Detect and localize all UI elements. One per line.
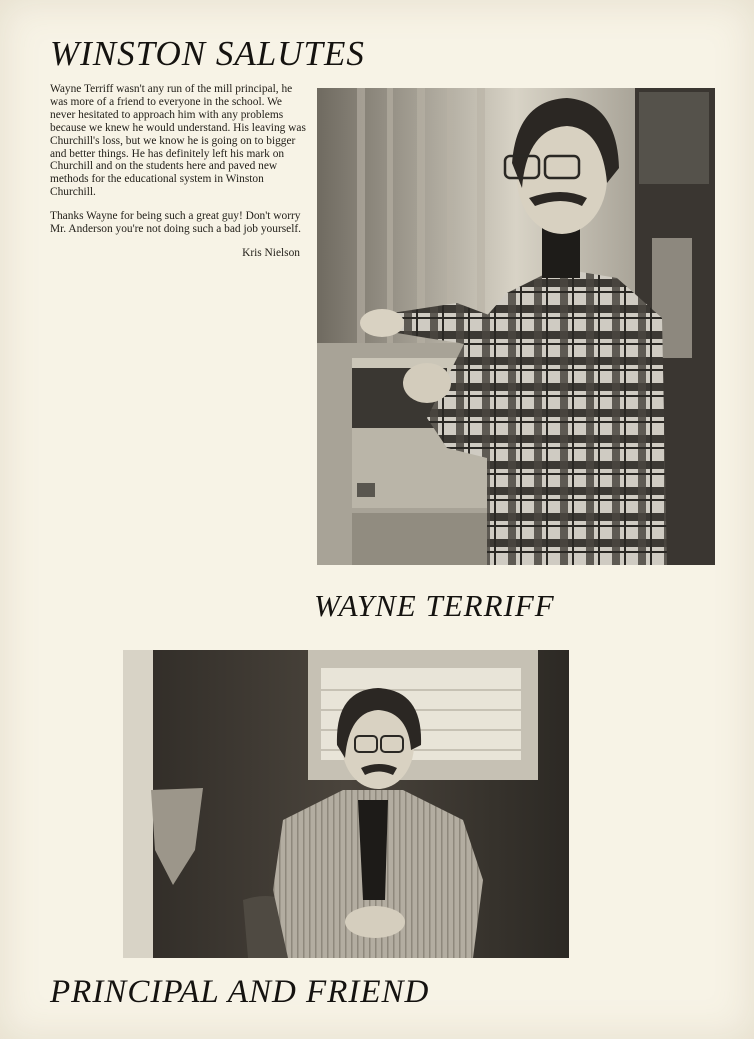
headline-winston-salutes: WINSTON SALUTES bbox=[50, 34, 365, 73]
article-paragraph: Thanks Wayne for being such a great guy! Don't worry Mr. Anderson you're not doing such a bad job yourself. bbox=[50, 210, 302, 236]
article-text bbox=[50, 83, 308, 260]
article-paragraph: Wayne Terriff wasn't any run of the mill principal, he was more of a friend to everyone in the school. We never hesitated to approach him with any problems because we knew he would understand. His leaving was Churchill's loss, but we know he is going on to bigger and better things. He has definitely left his mark on Churchill and on the students here and paved new methods for the educational system in Winston Churchill. bbox=[50, 83, 306, 199]
headline-principal-and-friend: PRINCIPAL AND FRIEND bbox=[50, 974, 430, 1010]
headline-wayne-terriff: WAYNE TERRIFF bbox=[314, 588, 555, 623]
photo-filing-cabinet bbox=[317, 88, 715, 565]
photo-seated-portrait bbox=[123, 650, 569, 958]
byline: Kris Nielson bbox=[242, 246, 300, 259]
